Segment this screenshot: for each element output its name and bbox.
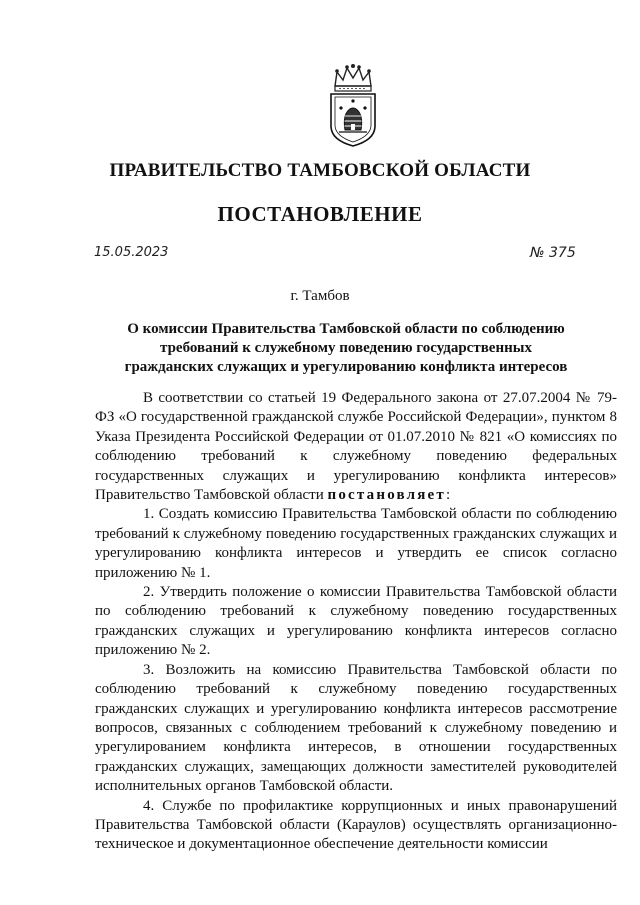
document-subject: О комиссии Правительства Тамбовской области по соблюдению требований к служебному поведению государственных гражданских служащих и урегулированию конфликта интересов <box>124 321 568 375</box>
coat-of-arms-icon <box>327 64 379 148</box>
paragraph-2: 2. Утвердить положение о комиссии Правительства Тамбовской области по соблюдению требований к служебному поведению государственных гражданских служащих и урегулированию конфликта интересов согласно приложению № 2. <box>95 584 617 659</box>
paragraph-3: 3. Возложить на комиссию Правительства Тамбовской области по соблюдению требований к служебному поведению государственных гражданских служащих и урегулированию конфликта интересов рассмотрение вопросов, связанных с соблюдением требований к служебному поведению и урегулированием конфликта интересов, в отношении государственных гражданских служащих, замещающих должности заместителей руководителей исполнительных органов Тамбовской области. <box>95 661 617 795</box>
preamble-paragraph <box>95 389 617 505</box>
document-type: ПОСТАНОВЛЕНИЕ <box>217 202 423 226</box>
preamble-text: В соответствии со статьей 19 Федерального закона от 27.07.2004 № 79-ФЗ «О государственной гражданской службе Российской Федерации», пунктом 8 Указа Президента Российской Федерации от 01.07.2010 № 821 «О комиссиях по соблюдению требований к служебному поведению федеральных государственных служащих и урегулированию конфликта интересов» Правительство Тамбовской области <box>95 390 617 504</box>
government-title: ПРАВИТЕЛЬСТВО ТАМБОВСКОЙ ОБЛАСТИ <box>109 160 531 181</box>
preamble-colon: : <box>445 487 451 504</box>
paragraph-1: 1. Создать комиссию Правительства Тамбовской области по соблюдению требований к служебному поведению государственных гражданских служащих и урегулированию конфликта интересов и утвердить ее список согласно приложению № 1. <box>95 506 617 581</box>
paragraph-4: 4. Службе по профилактике коррупционных и иных правонарушений Правительства Тамбовской области (Караулов) осуществлять организационно-техническое и документационное обеспечение деятельности комиссии <box>95 797 617 853</box>
document-city: г. Тамбов <box>290 288 350 304</box>
resolution-verb: постановляет <box>327 487 446 504</box>
document-body <box>95 389 617 855</box>
document-number: № 375 <box>530 245 576 261</box>
document-date: 15.05.2023 <box>94 245 169 260</box>
